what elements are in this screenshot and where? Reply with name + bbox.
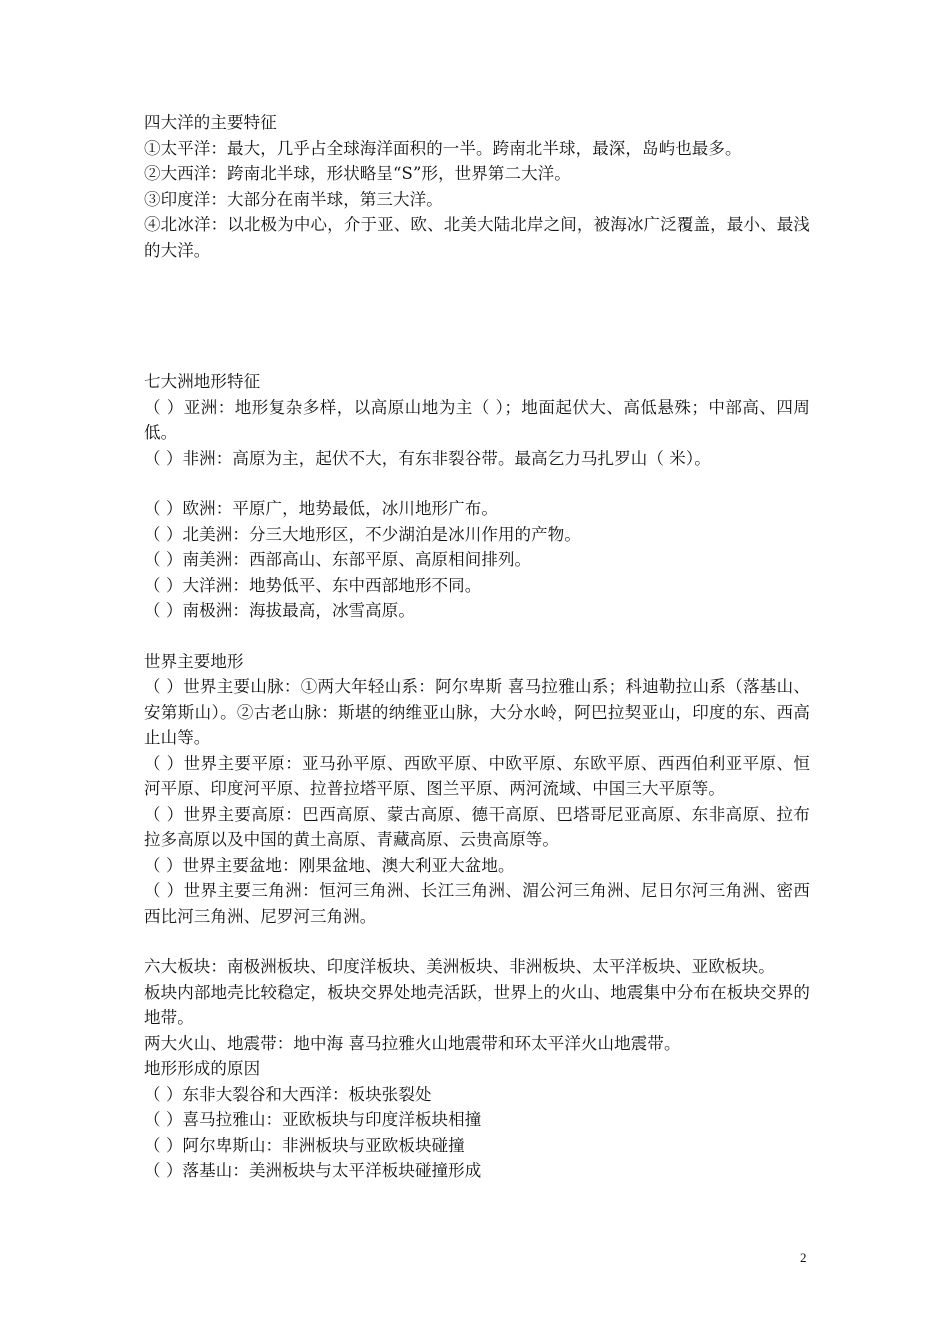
cause-item-east-africa: （ ）东非大裂谷和大西洋：板块张裂处 — [144, 1084, 432, 1104]
continent-item-south-america: （ ）南美洲：西部高山、东部平原、高原相间排列。 — [144, 550, 532, 569]
section-spacer — [144, 624, 810, 649]
continent-item-africa: （ ）非洲：高原为主，起伏不大，有东非裂谷带。最高乞力马扎罗山（ 米）。 — [144, 448, 711, 468]
document-body — [144, 110, 810, 1184]
paragraph-spacer — [144, 479, 810, 496]
landforms-title: 世界主要地形 — [144, 651, 244, 671]
section-spacer — [144, 929, 810, 954]
continent-item-asia: （ ）亚洲：地形复杂多样，以高原山地为主（ ）；地面起伏大、高低悬殊；中部高、四周低。 — [144, 397, 810, 442]
landform-item-mountains: （ ）世界主要山脉：①两大年轻山系：阿尔卑斯 喜马拉雅山系；科迪勒拉山系（落基山、安第斯山）。②古老山脉：斯堪的纳维亚山脉，大分水岭，阿巴拉契亚山，印度的东、西高止山等。 — [144, 677, 810, 747]
ocean-item-atlantic: ②大西洋：跨南北半球，形状略呈“S”形，世界第二大洋。 — [144, 164, 571, 183]
plates-six-plates: 六大板块：南极洲板块、印度洋板块、美洲板块、非洲板块、太平洋板块、亚欧板块。 — [144, 957, 775, 976]
page-number: 2 — [800, 1250, 807, 1265]
ocean-item-pacific: ①太平洋：最大，几乎占全球海洋面积的一半。跨南北半球，最深，岛屿也最多。 — [144, 138, 742, 158]
landform-item-plains: （ ）世界主要平原：亚马孙平原、西欧平原、中欧平原、东欧平原、西西伯利亚平原、恒河平原、印度河平原、拉普拉塔平原、图兰平原、两河流域、中国三大平原等。 — [144, 753, 810, 798]
continent-item-north-america: （ ）北美洲：分三大地形区，不少湖泊是冰川作用的产物。 — [144, 524, 581, 544]
continents-title: 七大洲地形特征 — [144, 372, 261, 391]
continent-item-oceania: （ ）大洋洲：地势低平、东中西部地形不同。 — [144, 575, 482, 595]
plates-boundary-note: 板块内部地壳比较稳定，板块交界处地壳活跃，世界上的火山、地震集中分布在板块交界的地带。 — [144, 982, 810, 1027]
plates-volcano-belts: 两大火山、地震带：地中海 喜马拉雅火山地震带和环太平洋火山地震带。 — [144, 1033, 681, 1053]
cause-item-alps: （ ）阿尔卑斯山：非洲板块与亚欧板块碰撞 — [144, 1135, 465, 1155]
landform-item-plateaus: （ ）世界主要高原：巴西高原、蒙古高原、德干高原、巴塔哥尼亚高原、东非高原、拉布拉多高原以及中国的黄土高原、青藏高原、云贵高原等。 — [144, 804, 810, 849]
causes-title: 地形形成的原因 — [144, 1059, 261, 1078]
continent-item-europe: （ ）欧洲：平原广，地势最低，冰川地形广布。 — [144, 499, 498, 518]
ocean-item-arctic: ④北冰洋：以北极为中心，介于亚、欧、北美大陆北岸之间，被海冰广泛覆盖，最小、最浅的大洋。 — [144, 215, 810, 260]
landform-item-basins: （ ）世界主要盆地：刚果盆地、澳大利亚大盆地。 — [144, 855, 515, 875]
paragraph-spacer — [144, 471, 810, 479]
cause-item-himalaya: （ ）喜马拉雅山：亚欧板块与印度洋板块相撞 — [144, 1110, 482, 1129]
section-spacer — [144, 263, 810, 369]
continent-item-antarctica: （ ）南极洲：海拔最高，冰雪高原。 — [144, 601, 415, 620]
landform-item-deltas: （ ）世界主要三角洲：恒河三角洲、长江三角洲、湄公河三角洲、尼日尔河三角洲、密西西比河三角洲、尼罗河三角洲。 — [144, 881, 810, 926]
oceans-title: 四大洋的主要特征 — [144, 113, 277, 132]
ocean-item-indian: ③印度洋：大部分在南半球，第三大洋。 — [144, 189, 443, 209]
cause-item-rockies: （ ）落基山：美洲板块与太平洋板块碰撞形成 — [144, 1161, 482, 1180]
